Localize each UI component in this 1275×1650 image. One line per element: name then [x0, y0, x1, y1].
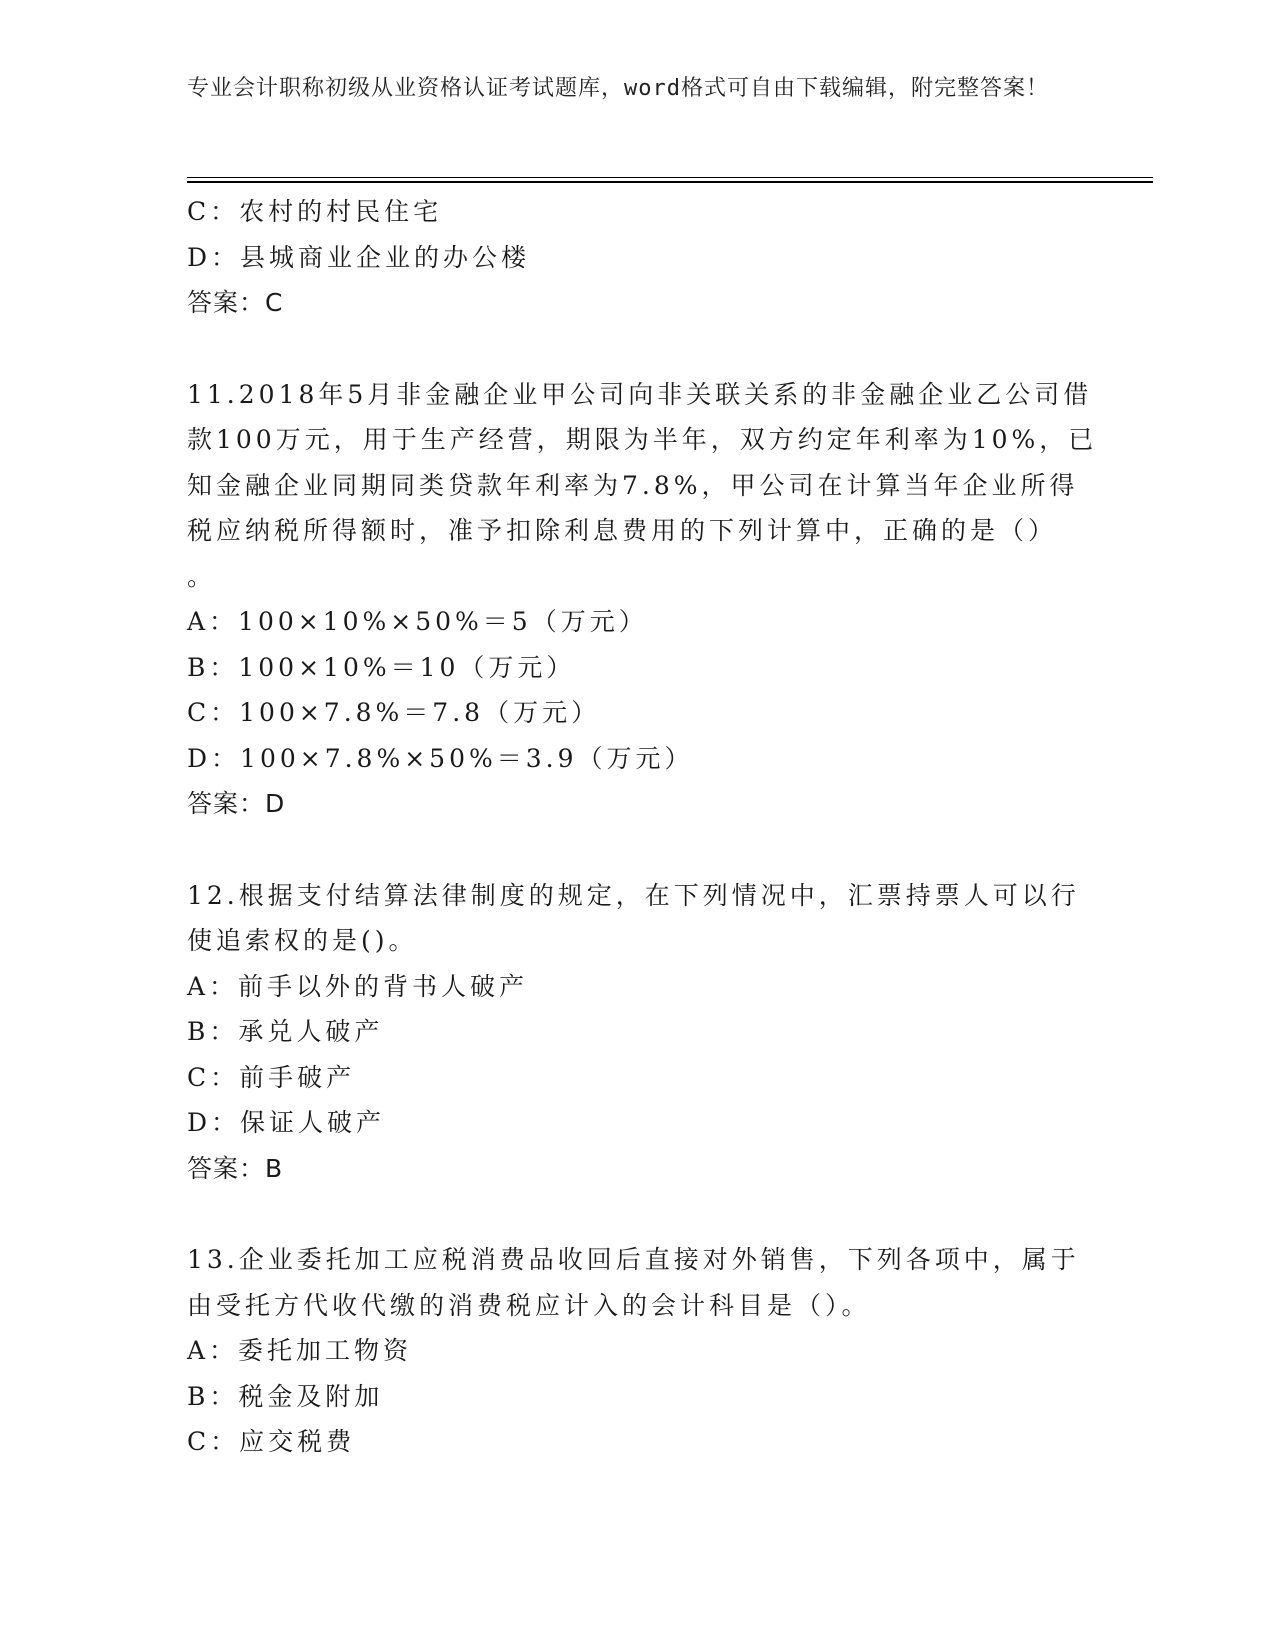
answer-line: 答案：C [187, 288, 284, 317]
option-c: C：前手破产 [187, 1062, 356, 1092]
question-text-line: 12.根据支付结算法律制度的规定，在下列情况中，汇票持票人可以行 [187, 880, 1080, 910]
answer-line: 答案：B [187, 1153, 284, 1183]
question-text-line: 使追索权的是()。 [187, 926, 418, 955]
question-text-line: 税应纳税所得额时，准予扣除利息费用的下列计算中，正确的是（） [187, 516, 1058, 545]
question-block-10 [187, 189, 1087, 326]
document-header [187, 72, 1067, 105]
question-block-11 [187, 372, 1098, 827]
header-text: 专业会计职称初级从业资格认证考试题库，word格式可自由下载编辑，附完整答案！ [187, 76, 1049, 101]
option-c: C：100×7.8%＝7.8（万元） [187, 698, 601, 727]
option-c: C：农村的村民住宅 [187, 197, 443, 226]
option-d: D：保证人破产 [187, 1108, 386, 1137]
option-b: B：100×10%＝10（万元） [187, 652, 576, 682]
block-spacer [187, 326, 1087, 372]
block-spacer [187, 827, 1087, 873]
question-text-line: 款100万元，用于生产经营，期限为半年，双方约定年利率为10%，已 [187, 425, 1098, 454]
question-text-line: 。 [187, 561, 217, 591]
option-a: A：委托加工物资 [187, 1336, 413, 1365]
header-divider-thick [187, 181, 1153, 183]
question-text-line: 11.2018年5月非金融企业甲公司向非关联关系的非金融企业乙公司借 [187, 379, 1093, 409]
question-text-line: 由受托方代收代缴的消费税应计入的会计科目是（）。 [187, 1290, 871, 1320]
option-d: D：县城商业企业的办公楼 [187, 242, 531, 272]
option-b: B：税金及附加 [187, 1381, 384, 1411]
header-divider-thin [187, 177, 1153, 178]
answer-line: 答案：D [187, 789, 286, 818]
question-text-line: 13.企业委托加工应税消费品收回后直接对外销售，下列各项中，属于 [187, 1245, 1080, 1274]
question-content [187, 189, 1098, 1465]
option-d: D：100×7.8%×50%＝3.9（万元） [187, 743, 694, 773]
question-block-13 [187, 1237, 1087, 1465]
block-spacer [187, 1191, 1087, 1237]
question-block-12 [187, 873, 1087, 1192]
option-a: A：100×10%×50%＝5（万元） [187, 607, 648, 636]
option-a: A：前手以外的背书人破产 [187, 971, 529, 1001]
option-c: C：应交税费 [187, 1427, 356, 1456]
question-text-line: 知金融企业同期同类贷款年利率为7.8%，甲公司在计算当年企业所得 [187, 470, 1079, 500]
option-b: B：承兑人破产 [187, 1017, 384, 1046]
